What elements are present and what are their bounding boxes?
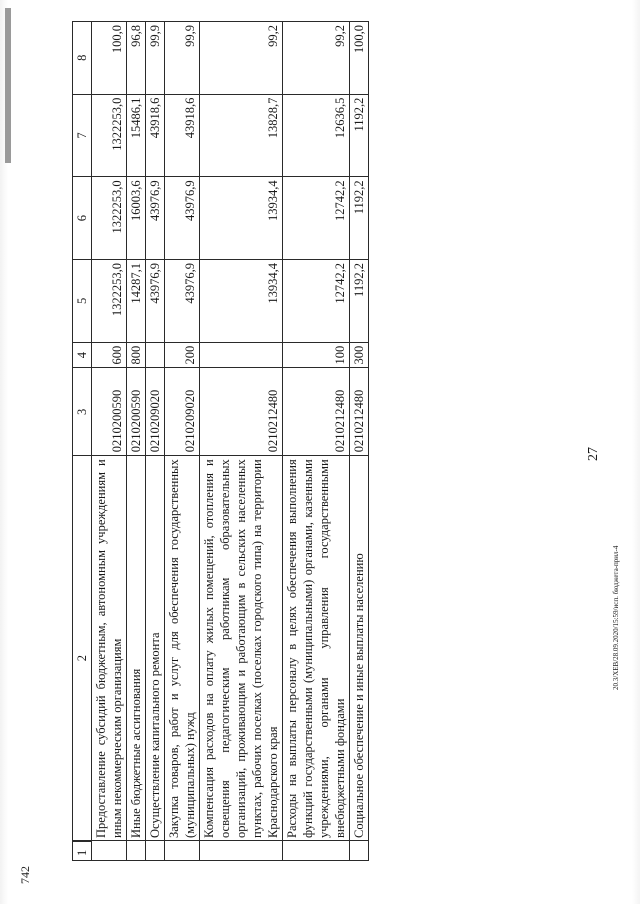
table-row (127, 22, 146, 861)
row-value-8: 100,0 (92, 22, 127, 95)
table-body (73, 22, 369, 861)
row-value-5: 1322253,0 (92, 260, 127, 343)
row-code: 0210212480 (200, 368, 283, 456)
row-value-6: 1192,2 (350, 177, 369, 260)
row-value-6: 13934,4 (200, 177, 283, 260)
row-expense-type (146, 342, 165, 368)
row-value-5: 1192,2 (350, 260, 369, 343)
row-code: 0210200590 (92, 368, 127, 456)
row-value-7: 1322253,0 (92, 94, 127, 177)
row-name: Компенсация расходов на оплату жилых помещений, отопления и освещения педагогическим работникам образовательных организаций, проживающим и работающим в сельских населенных пунктах, рабочих поселках (поселках городского типа) на территории Краснодарского края (200, 456, 283, 861)
header-num-1: 1 (75, 849, 89, 856)
header-divider (73, 841, 91, 842)
table-row (283, 22, 350, 861)
row-code: 0210209020 (146, 368, 165, 456)
header-cell-6: 6 (73, 177, 92, 260)
row-value-6: 12742,2 (283, 177, 350, 260)
document-stamp: 20.3/ХЕВ/28.09.2020/15:59/исп. бюджета-прил-4 (612, 545, 620, 690)
header-cell-8: 8 (73, 22, 92, 95)
row-value-7: 43918,6 (165, 94, 200, 177)
row-expense-type: 100 (283, 342, 350, 368)
header-cell-1-2 (73, 456, 92, 861)
row-name: Осуществление капитального ремонта (146, 456, 165, 861)
rotated-page (72, 21, 632, 861)
row-name: Закупка товаров, работ и услуг для обеспечения государственных (муниципальных) нужд (165, 456, 200, 861)
row-value-6: 43976,9 (165, 177, 200, 260)
page-number-top: 27 (586, 447, 601, 461)
row-value-5: 13934,4 (200, 260, 283, 343)
header-cell-4: 4 (73, 342, 92, 368)
row-value-8: 96,8 (127, 22, 146, 95)
row-code: 0210212480 (350, 368, 369, 456)
row-value-7: 15486,1 (127, 94, 146, 177)
header-cell-3: 3 (73, 368, 92, 456)
row-value-8: 99,2 (283, 22, 350, 95)
row-expense-type: 800 (127, 342, 146, 368)
table-row (92, 22, 127, 861)
row-value-5: 43976,9 (165, 260, 200, 343)
binding-edge (5, 8, 11, 163)
row-name: Иные бюджетные ассигнования (127, 456, 146, 861)
header-cell-5: 5 (73, 260, 92, 343)
row-value-6: 1322253,0 (92, 177, 127, 260)
row-expense-type: 600 (92, 342, 127, 368)
row-expense-type: 300 (350, 342, 369, 368)
row-value-8: 99,9 (165, 22, 200, 95)
header-row (73, 22, 92, 861)
row-value-6: 16003,6 (127, 177, 146, 260)
row-name: Социальное обеспечение и иные выплаты населению (350, 456, 369, 861)
row-expense-type: 200 (165, 342, 200, 368)
row-value-7: 13828,7 (200, 94, 283, 177)
row-code: 0210212480 (283, 368, 350, 456)
budget-table (72, 21, 369, 861)
table-row (165, 22, 200, 861)
row-value-7: 43918,6 (146, 94, 165, 177)
row-expense-type (200, 342, 283, 368)
table-row (146, 22, 165, 861)
row-value-8: 99,9 (146, 22, 165, 95)
row-name: Расходы на выплаты персоналу в целях обеспечения выполнения функций государственными (муниципальными) органами, казенными учреждениями, органами управления государственными внебюджетными фондами (283, 456, 350, 861)
row-value-5: 43976,9 (146, 260, 165, 343)
row-value-8: 99,2 (200, 22, 283, 95)
row-value-5: 12742,2 (283, 260, 350, 343)
row-value-6: 43976,9 (146, 177, 165, 260)
table-row (350, 22, 369, 861)
row-name: Предоставление субсидий бюджетным, автономным учреждениям и иным некоммерческим организациям (92, 456, 127, 861)
row-value-7: 12636,5 (283, 94, 350, 177)
header-cell-7: 7 (73, 94, 92, 177)
page-number-bottom: 742 (18, 866, 32, 884)
row-code: 0210200590 (127, 368, 146, 456)
row-code: 0210209020 (165, 368, 200, 456)
table-row (200, 22, 283, 861)
header-num-2: 2 (75, 655, 89, 662)
row-value-8: 100,0 (350, 22, 369, 95)
row-value-5: 14287,1 (127, 260, 146, 343)
row-value-7: 1192,2 (350, 94, 369, 177)
